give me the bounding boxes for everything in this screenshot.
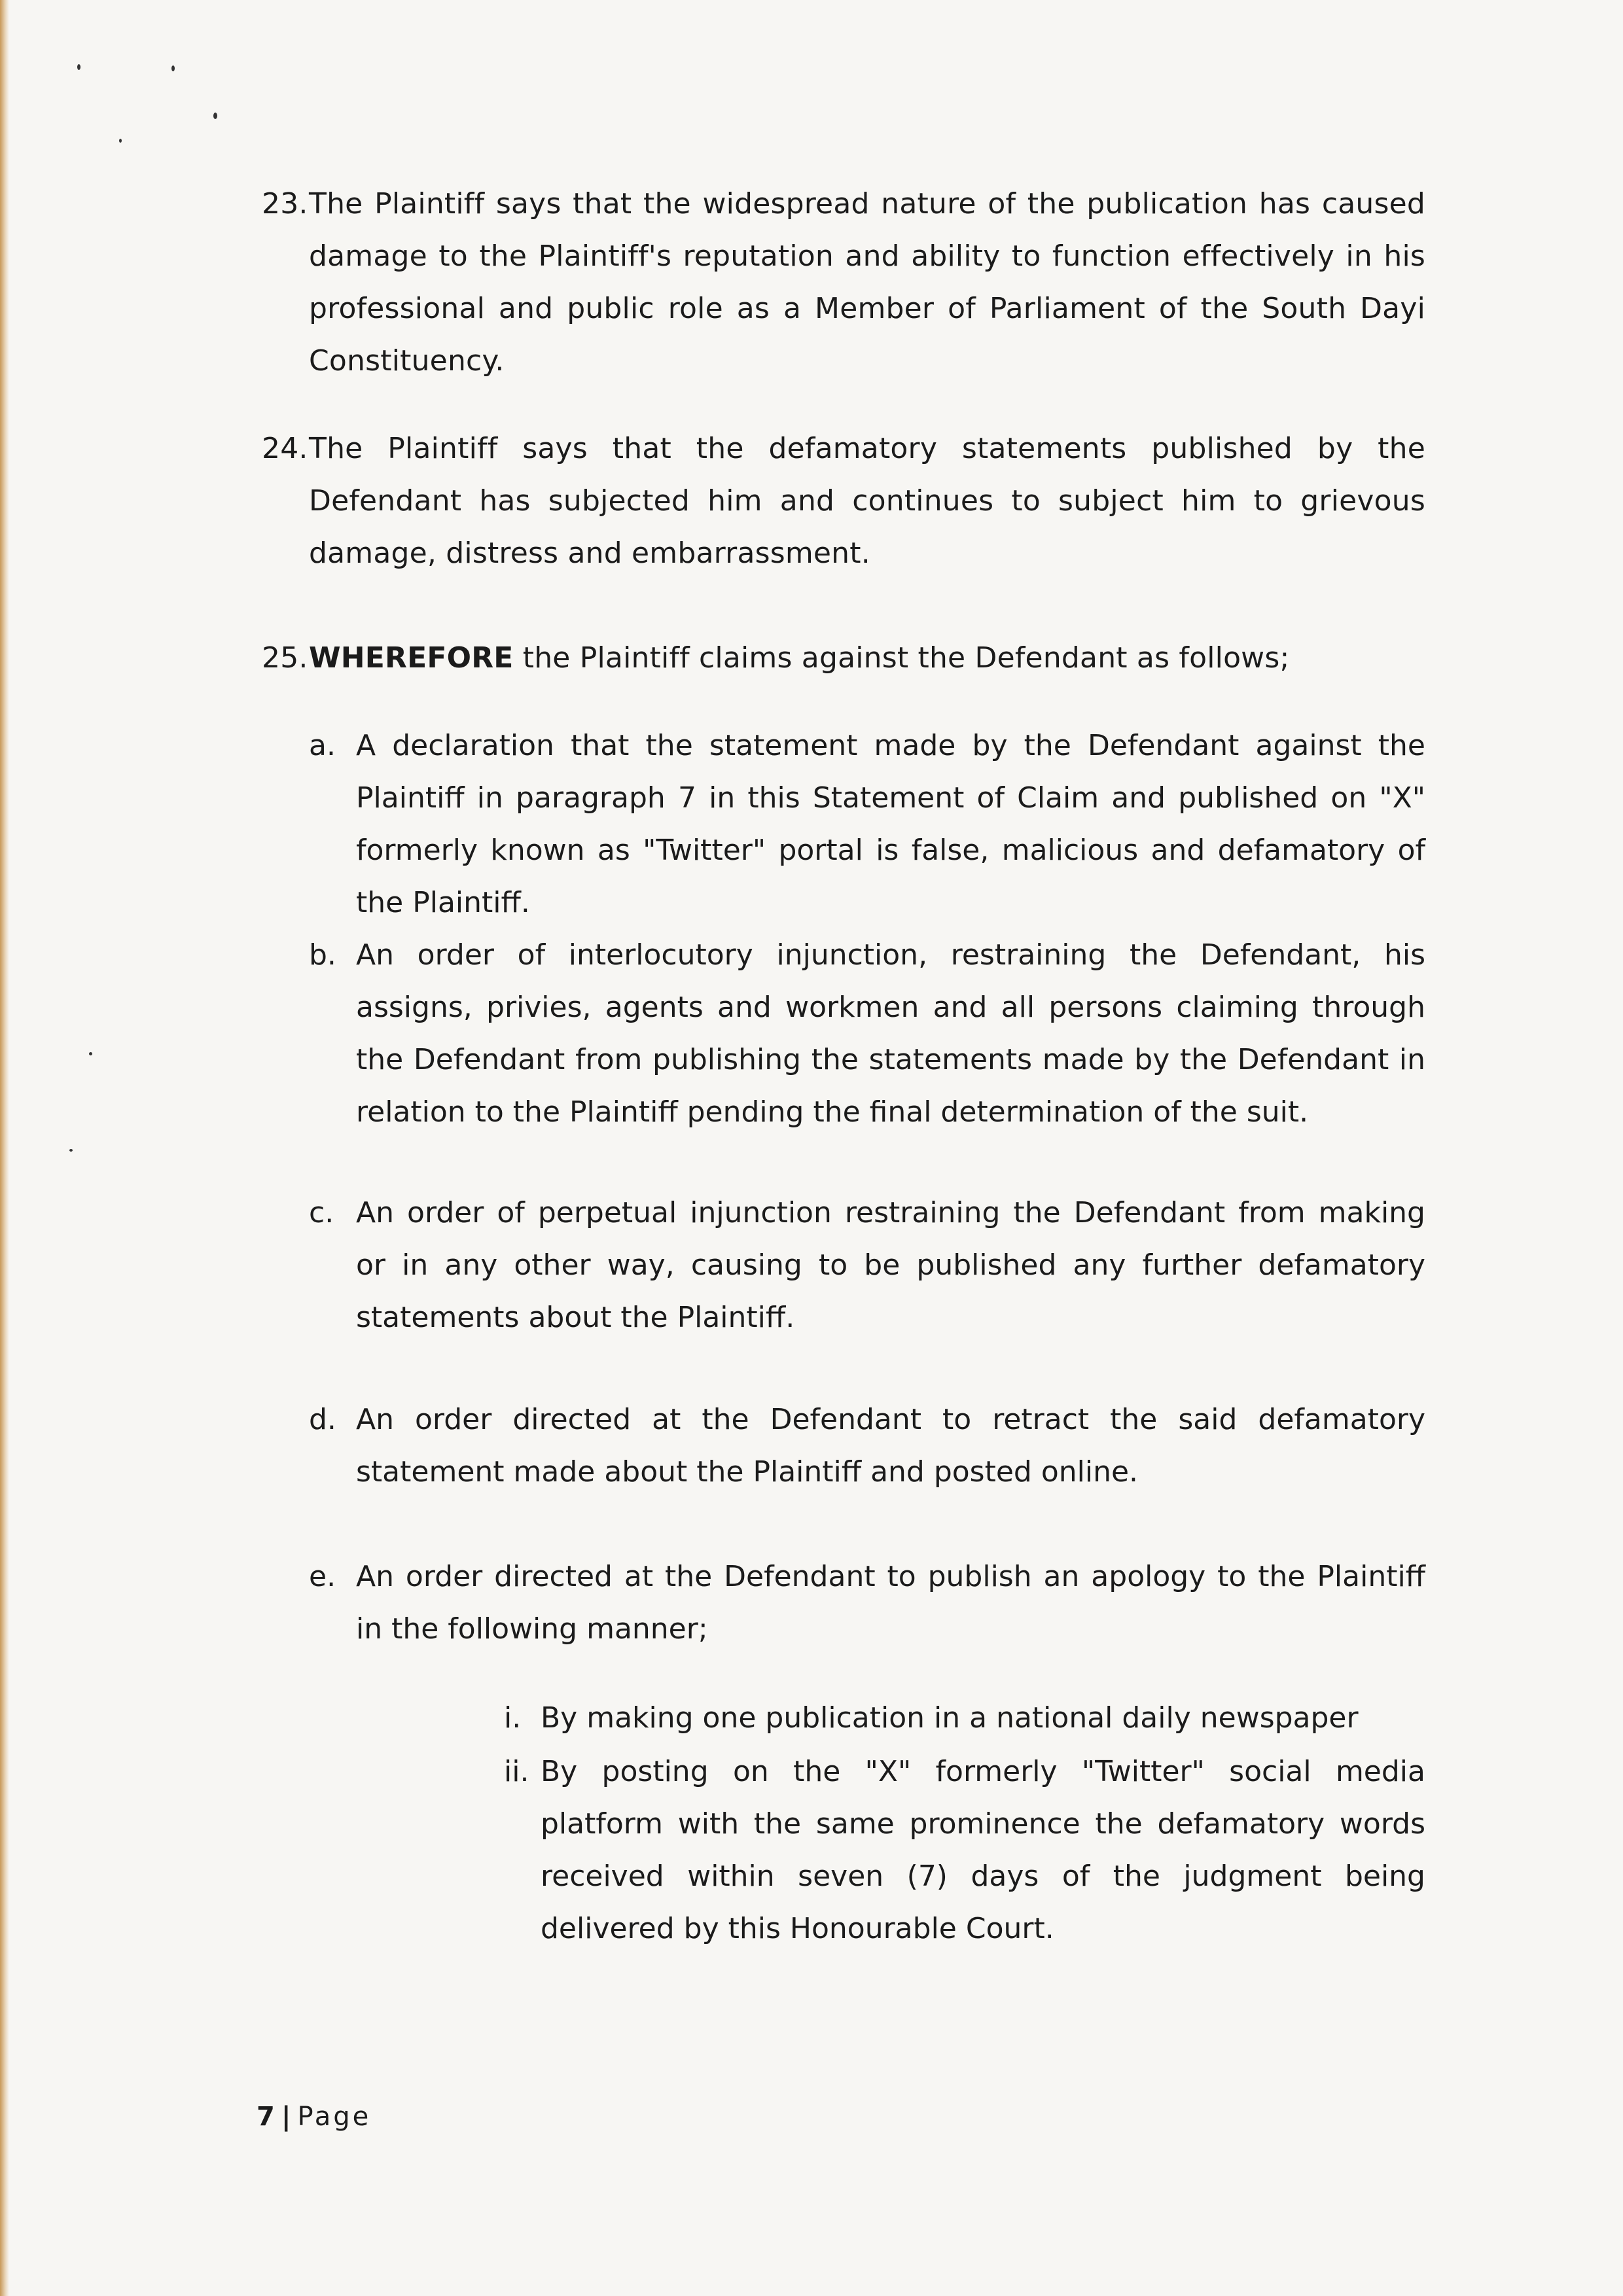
paragraph-25 <box>262 632 1425 684</box>
sub-item-marker: ii. <box>504 1755 529 1788</box>
paragraph-number: 24. <box>262 432 308 465</box>
claim-text: An order directed at the Defendant to retract the said defamatory statement made about the Plaintiff and posted online. <box>356 1403 1425 1489</box>
paragraph-24 <box>262 423 1425 580</box>
claim-item-b <box>309 929 1425 1139</box>
paragraph-text: The Plaintiff says that the widespread nature of the publication has caused damage to the Plaintiff's reputation and ability to function effectively in his professional and public role as a Member of Parliament of the South Dayi Constituency. <box>309 187 1425 378</box>
sub-item-ii <box>504 1746 1425 1955</box>
claim-item-c <box>309 1187 1425 1344</box>
claim-item-e <box>309 1551 1425 1655</box>
claim-text: An order directed at the Defendant to publish an apology to the Plaintiff in the following manner; <box>356 1560 1425 1646</box>
footer-separator: | <box>281 2102 294 2132</box>
paragraph-text: the Plaintiff claims against the Defendant as follows; <box>513 641 1290 675</box>
page-number: 7 <box>257 2102 277 2132</box>
claim-marker: c. <box>309 1196 334 1229</box>
claim-item-d <box>309 1394 1425 1498</box>
paragraph-number: 23. <box>262 187 308 221</box>
sub-item-text: By making one publication in a national daily newspaper <box>541 1701 1359 1735</box>
paragraph-23 <box>262 178 1425 387</box>
claim-text: An order of perpetual injunction restraining the Defendant from making or in any other way, causing to be published any further defamatory statements about the Plaintiff. <box>356 1196 1425 1334</box>
scan-speck <box>69 1149 73 1152</box>
scan-speck <box>119 139 122 143</box>
claim-marker: e. <box>309 1560 336 1593</box>
scan-speck <box>171 65 175 71</box>
sub-item-marker: i. <box>504 1701 522 1735</box>
claim-marker: a. <box>309 729 336 762</box>
scan-speck <box>89 1052 92 1055</box>
scan-speck <box>77 64 80 70</box>
sub-item-i <box>504 1692 1425 1744</box>
claim-text: An order of interlocutory injunction, restraining the Defendant, his assigns, privies, agents and workmen and all persons claiming through the Defendant from publishing the statements made by the Defendant in relation to the Plaintiff pending the final determination of the suit. <box>356 938 1425 1129</box>
sub-item-text: By posting on the "X" formerly "Twitter" social media platform with the same prominence the defamatory words received within seven (7) days of the judgment being delivered by this Honourable Court. <box>541 1755 1425 1945</box>
claim-text: A declaration that the statement made by the Defendant against the Plaintiff in paragraph 7 in this Statement of Claim and published on "X" formerly known as "Twitter" portal is false, malicious and defamatory of the Plaintiff. <box>356 729 1425 919</box>
paragraph-text: The Plaintiff says that the defamatory statements published by the Defendant has subjected him and continues to subject him to grievous damage, distress and embarrassment. <box>309 432 1425 570</box>
paragraph-number: 25. <box>262 641 308 675</box>
claim-marker: d. <box>309 1403 336 1436</box>
scan-edge-shadow <box>0 0 9 2296</box>
claim-item-a <box>309 720 1425 929</box>
scan-speck <box>213 113 217 119</box>
page-footer <box>257 2102 371 2132</box>
wherefore-keyword: WHEREFORE <box>309 641 514 675</box>
claim-marker: b. <box>309 938 336 972</box>
page-label: Page <box>297 2102 372 2132</box>
